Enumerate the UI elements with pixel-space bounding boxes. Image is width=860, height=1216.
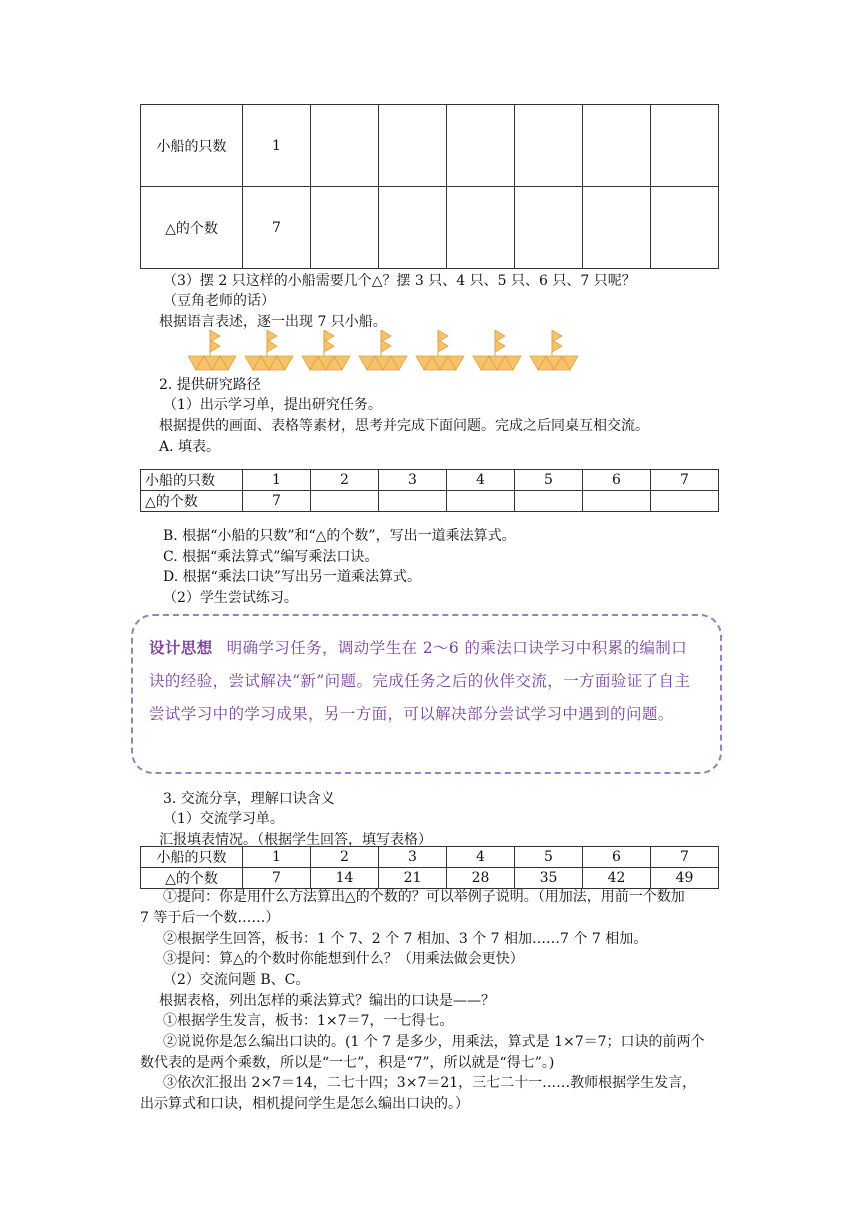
table-cell — [311, 187, 379, 269]
triangle-shape — [210, 340, 220, 352]
table-cell: 28 — [447, 868, 515, 889]
table-cell — [651, 187, 719, 269]
triangle-shape — [438, 340, 448, 352]
section-heading: 3. 交流分享，理解口诀含义 — [163, 791, 335, 807]
triangle-shape — [552, 340, 562, 352]
table-cell: 7 — [243, 187, 311, 269]
text-line: ③提问：算△的个数时你能想到什么？（用乘法做会更快） — [163, 951, 524, 967]
table-row — [141, 187, 719, 269]
table-cell — [515, 491, 583, 512]
boat-icon — [473, 330, 521, 370]
table-cell: 6 — [583, 470, 651, 491]
table-row — [141, 847, 719, 868]
text-line: 根据表格，列出怎样的乘法算式？编出的口诀是——？ — [159, 993, 495, 1009]
boat-icon — [416, 330, 464, 370]
triangle-shape — [267, 340, 277, 352]
triangle-shape — [210, 330, 220, 342]
text-line: 7 等于后一个数……） — [140, 910, 280, 926]
table-cell: 2 — [311, 470, 379, 491]
row-header: △的个数 — [141, 491, 243, 512]
boats-illustration — [188, 330, 588, 372]
triangle-shape — [381, 340, 391, 352]
table-cell — [447, 105, 515, 187]
triangle-shape — [267, 330, 277, 342]
table-cell — [447, 491, 515, 512]
table-cell: 1 — [243, 470, 311, 491]
text-line: （2）交流问题 B、C。 — [163, 972, 310, 988]
table-cell — [651, 105, 719, 187]
text-line: （1）出示学习单，提出研究任务。 — [163, 397, 382, 413]
boat-icon — [530, 330, 578, 370]
row-header: 小船的只数 — [141, 847, 243, 868]
table-cell — [311, 491, 379, 512]
triangle-shape — [495, 340, 505, 352]
table-cell: 3 — [379, 470, 447, 491]
table-cell — [379, 187, 447, 269]
table-cell: 14 — [311, 868, 379, 889]
section-heading: 2. 提供研究路径 — [159, 377, 261, 393]
text-line: （豆角老师的话） — [163, 293, 275, 309]
table-cell — [447, 187, 515, 269]
table-cell: 4 — [447, 847, 515, 868]
boat-icon — [245, 330, 293, 370]
table-cell: 7 — [243, 868, 311, 889]
text-line: （1）交流学习单。 — [163, 811, 284, 827]
table-cell — [311, 105, 379, 187]
text-line: B. 根据“小船的只数”和“△的个数”，写出一道乘法算式。 — [163, 528, 516, 544]
table-cell — [515, 187, 583, 269]
table-cell: 4 — [447, 470, 515, 491]
table-cell: 3 — [379, 847, 447, 868]
table-cell: 7 — [243, 491, 311, 512]
design-thought-tag: 设计思想 — [149, 639, 213, 657]
table-cell: 42 — [583, 868, 651, 889]
text-line: A. 填表。 — [159, 439, 221, 455]
design-thought-box — [131, 614, 722, 774]
table-cell: 35 — [515, 868, 583, 889]
table-cell: 49 — [651, 868, 719, 889]
table-cell — [583, 187, 651, 269]
text-line: ①根据学生发言，板书：1×7＝7，一七得七。 — [163, 1013, 454, 1029]
table-cell — [515, 105, 583, 187]
text-line: ③依次汇报出 2×7＝14，二七十四；3×7＝21，三七二十一……教师根据学生发言， — [163, 1075, 697, 1091]
table-row — [141, 491, 719, 512]
triangle-shape — [324, 340, 334, 352]
table-boats-empty — [140, 104, 719, 269]
table-row — [141, 470, 719, 491]
text-line: 根据语言表述，逐一出现 7 只小船。 — [159, 314, 387, 330]
table-boats-filled — [140, 846, 719, 889]
table-cell: 7 — [651, 847, 719, 868]
table-row — [141, 105, 719, 187]
text-line: ②说说你是怎么编出口诀的。(1 个 7 是多少，用乘法，算式是 1×7＝7；口诀的前两个 — [163, 1034, 705, 1050]
table-cell: 1 — [243, 105, 311, 187]
row-header: 小船的只数 — [141, 105, 243, 187]
triangle-shape — [381, 330, 391, 342]
design-thought-text: 明确学习任务，调动学生在 2～6 的乘法口诀学习中积累的编制口诀的经验，尝试解决“新”问题。完成任务之后的伙伴交流，一方面验证了自主尝试学习中的学习成果，另一方面，可以解决部分尝试学习中遇到的问题。 — [149, 639, 691, 723]
row-header: 小船的只数 — [141, 470, 243, 491]
row-header: △的个数 — [141, 187, 243, 269]
text-line: 根据提供的画面、表格等素材，思考并完成下面问题。完成之后同桌互相交流。 — [159, 418, 649, 434]
table-cell: 5 — [515, 847, 583, 868]
row-header: △的个数 — [141, 868, 243, 889]
table-row — [141, 868, 719, 889]
table-cell — [379, 105, 447, 187]
boat-icon — [359, 330, 407, 370]
text-line: D. 根据“乘法口诀”写出另一道乘法算式。 — [163, 569, 421, 585]
boat-icon — [188, 330, 236, 370]
table-cell — [651, 491, 719, 512]
triangle-shape — [552, 330, 562, 342]
text-line: ②根据学生回答，板书：1 个 7、2 个 7 相加、3 个 7 相加……7 个 7 相加。 — [163, 931, 648, 947]
text-line: C. 根据“乘法算式”编写乘法口诀。 — [163, 549, 379, 565]
table-cell: 6 — [583, 847, 651, 868]
text-line: （2）学生尝试练习。 — [163, 590, 298, 606]
text-line: ①提问：你是用什么方法算出△的个数的？可以举例子说明。（用加法，用前一个数加 — [163, 889, 685, 905]
text-line: 汇报填表情况。（根据学生回答，填写表格） — [159, 832, 432, 848]
text-line: （3）摆 2 只这样的小船需要几个△？摆 3 只、4 只、5 只、6 只、7 只呢？ — [163, 273, 636, 289]
text-line: 出示算式和口诀，相机提问学生是怎么编出口诀的。） — [140, 1096, 469, 1112]
table-cell: 7 — [651, 470, 719, 491]
triangle-shape — [495, 330, 505, 342]
table-boats-task — [140, 469, 719, 512]
table-cell — [583, 491, 651, 512]
table-cell: 2 — [311, 847, 379, 868]
table-cell: 21 — [379, 868, 447, 889]
table-cell — [583, 105, 651, 187]
text-line: 数代表的是两个乘数，所以是“一七”，积是“7”，所以就是“得七”。) — [140, 1055, 555, 1071]
table-cell — [379, 491, 447, 512]
triangle-shape — [324, 330, 334, 342]
table-cell: 1 — [243, 847, 311, 868]
triangle-shape — [438, 330, 448, 342]
table-cell: 5 — [515, 470, 583, 491]
boat-icon — [302, 330, 350, 370]
